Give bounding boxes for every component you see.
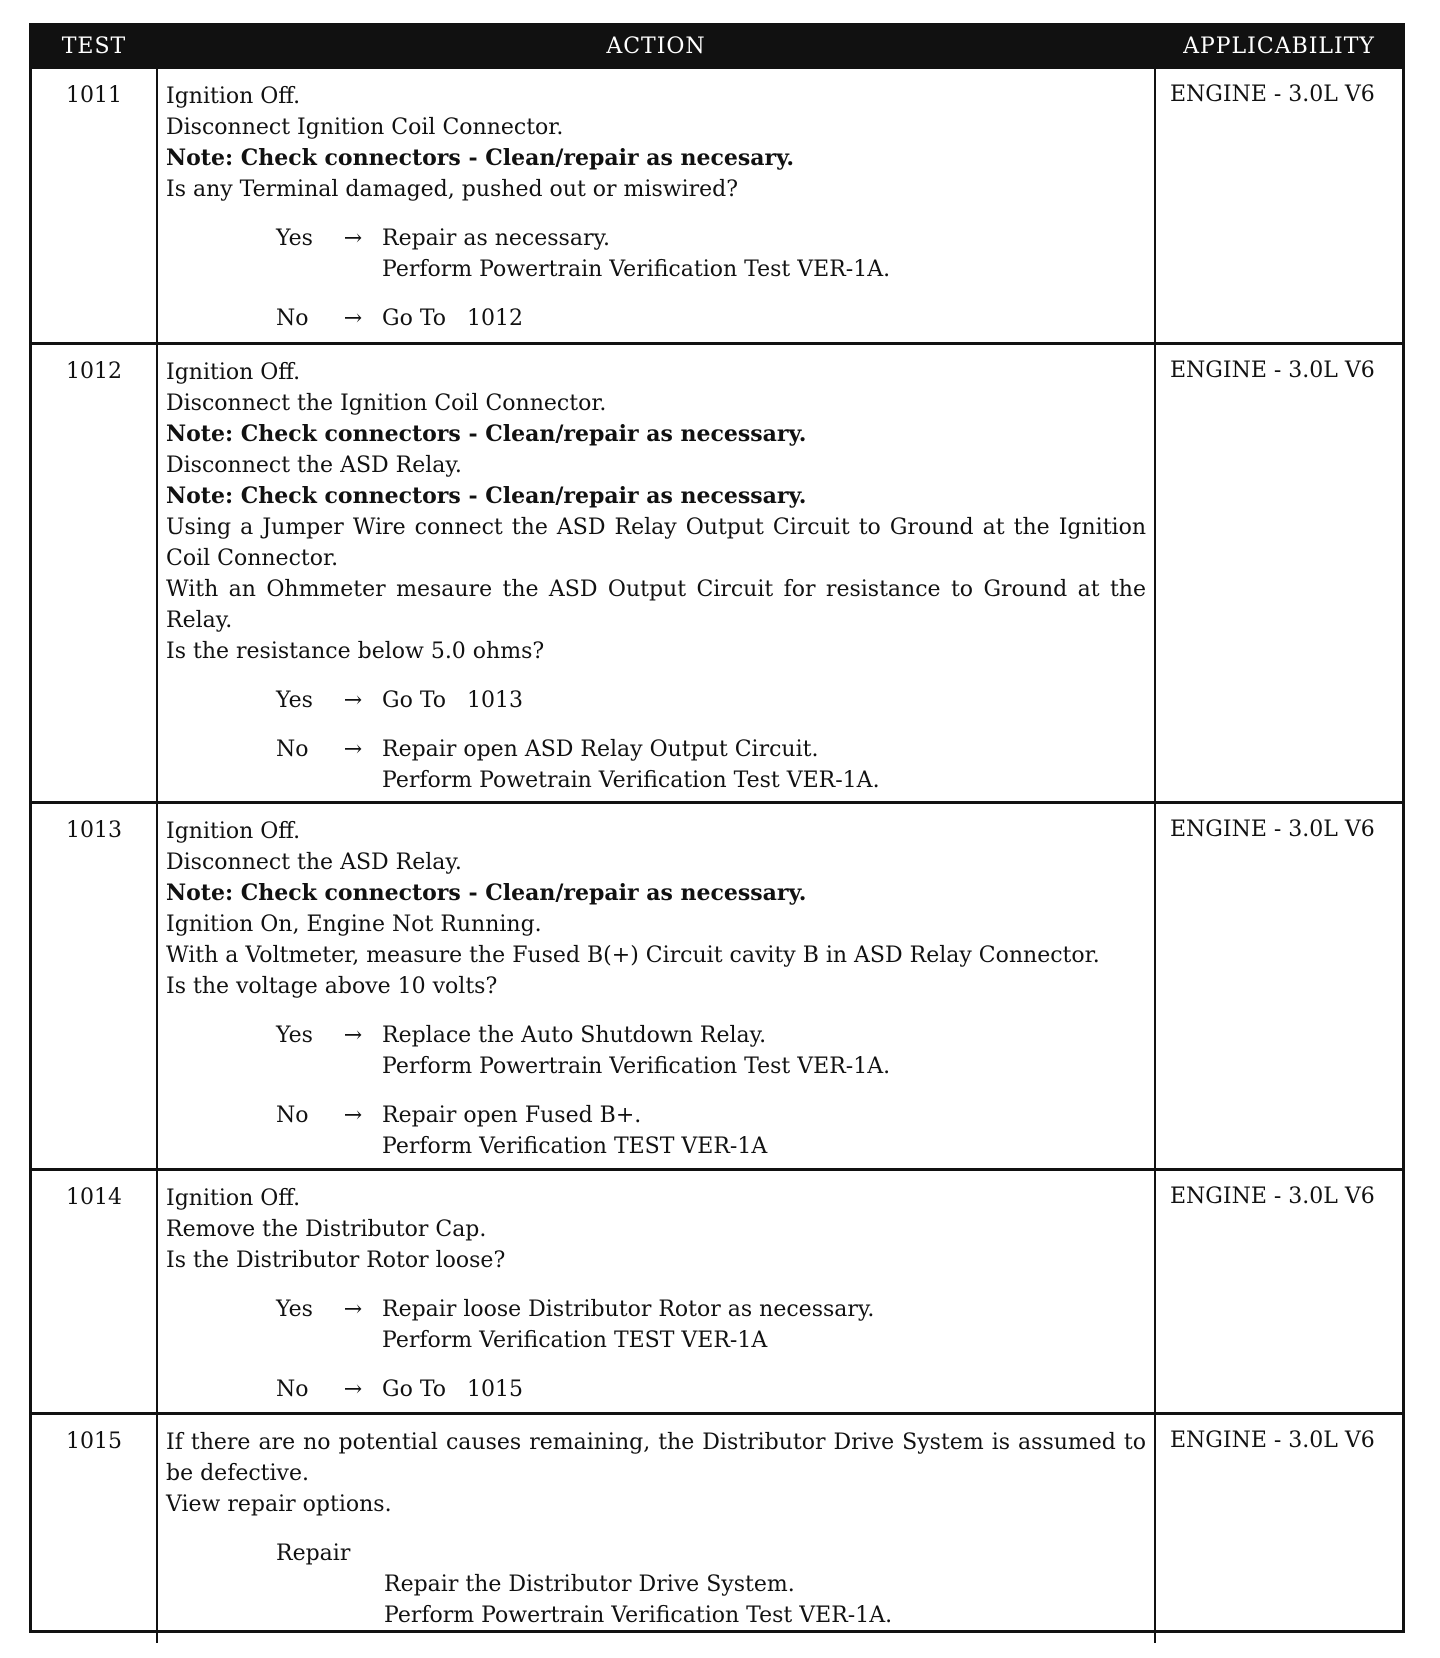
action-line: Ignition Off. — [166, 360, 301, 385]
action-note: Note: Check connectors - Clean/repair as necesary. — [166, 145, 795, 171]
applicability-cell: ENGINE - 3.0L V6 — [1170, 817, 1375, 842]
repair-label: Repair — [276, 1541, 351, 1566]
yes-option — [276, 1294, 1146, 1356]
action-line: If there are no potential causes remaining, the Distributor Drive System is assumed to be defective. — [166, 1430, 1146, 1486]
action-line: Disconnect the Ignition Coil Connector. — [166, 391, 607, 416]
action-line: Using a Jumper Wire connect the ASD Relay Output Circuit to Ground at the Ignition Coil Connector. — [166, 515, 1146, 571]
no-label: No — [276, 1103, 309, 1128]
arrow-right-icon: → — [343, 1103, 363, 1128]
no-result: Perform Powetrain Verification Test VER-1A. — [382, 768, 880, 793]
yes-result: Replace the Auto Shutdown Relay. — [382, 1023, 767, 1048]
action-question: Is any Terminal damaged, pushed out or miswired? — [166, 177, 739, 202]
action-question: Is the resistance below 5.0 ohms? — [166, 639, 545, 664]
action-note: Note: Check connectors - Clean/repair as necessary. — [166, 483, 807, 509]
yes-result: Repair as necessary. — [382, 226, 610, 251]
test-number: 1011 — [66, 83, 122, 108]
applicability-cell: ENGINE - 3.0L V6 — [1170, 358, 1375, 383]
test-number: 1014 — [66, 1185, 122, 1210]
action-cell — [156, 345, 1156, 801]
applicability-cell: ENGINE - 3.0L V6 — [1170, 1428, 1375, 1453]
action-line: With a Voltmeter, measure the Fused B(+) Circuit cavity B in ASD Relay Connector. — [166, 943, 1100, 968]
no-result: Repair open ASD Relay Output Circuit. — [382, 737, 819, 762]
applicability-cell: ENGINE - 3.0L V6 — [1170, 82, 1375, 107]
yes-result: Go To 1013 — [382, 688, 523, 713]
no-option — [276, 734, 1146, 796]
no-label: No — [276, 737, 309, 762]
diagnostic-table — [29, 23, 1405, 1633]
yes-result: Perform Powertrain Verification Test VER-1A. — [382, 257, 891, 282]
yes-label: Yes — [276, 688, 313, 713]
yes-label: Yes — [276, 1297, 313, 1322]
no-result: Perform Verification TEST VER-1A — [382, 1134, 768, 1159]
table-header — [32, 26, 1402, 66]
action-line: Ignition Off. — [166, 1186, 301, 1211]
yes-result: Repair loose Distributor Rotor as necessary. — [382, 1297, 875, 1322]
arrow-right-icon: → — [343, 1297, 363, 1322]
arrow-right-icon: → — [343, 226, 363, 251]
no-label: No — [276, 306, 309, 331]
arrow-right-icon: → — [343, 1377, 363, 1402]
action-line: Ignition Off. — [166, 819, 301, 844]
action-line: Disconnect Ignition Coil Connector. — [166, 115, 564, 140]
table-row — [32, 1168, 1402, 1412]
arrow-right-icon: → — [343, 737, 363, 762]
table-row — [32, 1412, 1402, 1643]
action-line: Disconnect the ASD Relay. — [166, 850, 462, 875]
no-result: Go To 1015 — [382, 1377, 523, 1402]
arrow-right-icon: → — [343, 1023, 363, 1048]
arrow-right-icon: → — [343, 306, 363, 331]
yes-result: Perform Powertrain Verification Test VER-1A. — [382, 1054, 891, 1079]
yes-result: Perform Verification TEST VER-1A — [382, 1328, 768, 1353]
yes-label: Yes — [276, 1023, 313, 1048]
table-row — [32, 66, 1402, 342]
action-line: With an Ohmmeter mesaure the ASD Output Circuit for resistance to Ground at the Relay. — [166, 577, 1146, 633]
no-option — [276, 303, 1146, 334]
header-test: TEST — [61, 33, 127, 59]
test-number: 1013 — [66, 818, 122, 843]
action-cell — [156, 1171, 1156, 1412]
action-line: Ignition Off. — [166, 84, 301, 109]
yes-option — [276, 1020, 1146, 1082]
action-note: Note: Check connectors - Clean/repair as necessary. — [166, 880, 807, 906]
test-number: 1015 — [66, 1429, 122, 1454]
action-line: View repair options. — [166, 1492, 392, 1517]
header-applicability: APPLICABILITY — [1183, 33, 1375, 59]
action-line: Ignition On, Engine Not Running. — [166, 912, 542, 937]
arrow-right-icon: → — [343, 688, 363, 713]
action-note: Note: Check connectors - Clean/repair as necessary. — [166, 421, 807, 447]
applicability-cell: ENGINE - 3.0L V6 — [1170, 1184, 1375, 1209]
table-row — [32, 342, 1402, 801]
table-row — [32, 801, 1402, 1168]
test-number: 1012 — [66, 359, 122, 384]
no-option — [276, 1374, 1146, 1405]
action-cell — [156, 1415, 1156, 1643]
repair-result: Perform Powertrain Verification Test VER-1A. — [384, 1603, 893, 1628]
no-result: Go To 1012 — [382, 306, 523, 331]
no-option — [276, 1100, 1146, 1162]
yes-option — [276, 685, 1146, 716]
no-result: Repair open Fused B+. — [382, 1103, 642, 1128]
no-label: No — [276, 1377, 309, 1402]
action-line: Disconnect the ASD Relay. — [166, 453, 462, 478]
action-question: Is the Distributor Rotor loose? — [166, 1248, 506, 1273]
repair-result: Repair the Distributor Drive System. — [384, 1572, 795, 1597]
header-action: ACTION — [606, 33, 706, 59]
yes-option — [276, 223, 1146, 285]
action-question: Is the voltage above 10 volts? — [166, 974, 498, 999]
action-line: Remove the Distributor Cap. — [166, 1217, 487, 1242]
action-cell — [156, 69, 1156, 342]
yes-label: Yes — [276, 226, 313, 251]
action-cell — [156, 804, 1156, 1168]
